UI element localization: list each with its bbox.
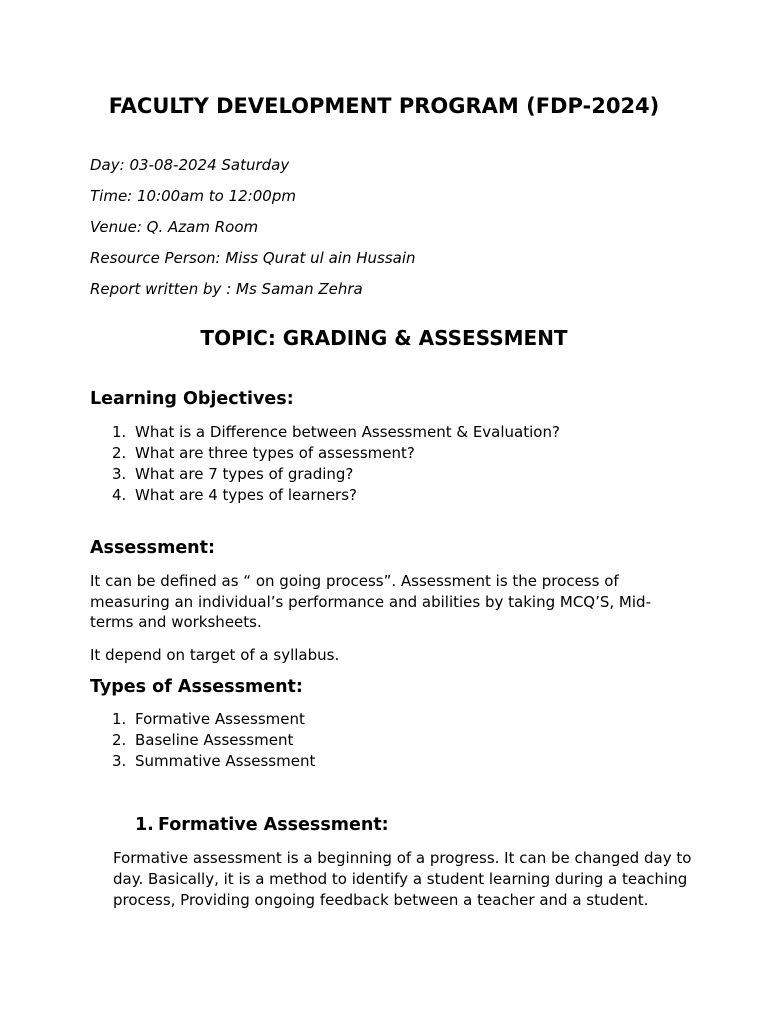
- list-number: 4.: [112, 486, 127, 504]
- list-text: What are three types of assessment?: [135, 444, 415, 462]
- assessment-paragraph-2: It depend on target of a syllabus.: [90, 646, 340, 664]
- meta-resource-person: Resource Person: Miss Qurat ul ain Hussain: [90, 249, 416, 267]
- list-text: Baseline Assessment: [135, 731, 294, 749]
- list-number: 2.: [112, 731, 127, 749]
- learning-objectives-list: [112, 422, 560, 506]
- list-item: [112, 464, 560, 485]
- formative-assessment-heading: [135, 813, 389, 837]
- list-item: [112, 485, 560, 506]
- list-item: [112, 730, 315, 751]
- section-title: Formative Assessment:: [158, 815, 389, 835]
- section-number: 1.: [135, 815, 154, 835]
- list-text: Summative Assessment: [135, 752, 316, 770]
- list-number: 1.: [112, 710, 127, 728]
- list-number: 3.: [112, 752, 127, 770]
- list-text: What are 4 types of learners?: [135, 486, 358, 504]
- list-item: [112, 443, 560, 464]
- meta-venue: Venue: Q. Azam Room: [90, 218, 259, 236]
- list-number: 1.: [112, 423, 127, 441]
- learning-objectives-heading: Learning Objectives:: [90, 389, 294, 409]
- list-text: What are 7 types of grading?: [135, 465, 354, 483]
- document-title: FACULTY DEVELOPMENT PROGRAM (FDP-2024): [108, 94, 660, 118]
- types-of-assessment-heading: Types of Assessment:: [90, 677, 303, 697]
- meta-time: Time: 10:00am to 12:00pm: [90, 187, 296, 205]
- topic-heading: TOPIC: GRADING & ASSESSMENT: [200, 326, 568, 350]
- list-item: [112, 751, 315, 772]
- list-text: Formative Assessment: [135, 710, 305, 728]
- list-number: 3.: [112, 465, 127, 483]
- formative-assessment-paragraph: Formative assessment is a beginning of a progress. It can be changed day to day. Basically, it is a method to identify a student learning during a teaching process, Providing ongoing feedback between a teacher and a student.: [113, 849, 692, 909]
- meta-report-by: Report written by : Ms Saman Zehra: [90, 280, 363, 298]
- assessment-heading: Assessment:: [90, 538, 216, 558]
- list-item: [112, 709, 315, 730]
- assessment-paragraph-1: It can be defined as “ on going process”. Assessment is the process of measuring an individual’s performance and abilities by taking MCQ’S, Mid-terms and worksheets.: [90, 572, 651, 631]
- types-of-assessment-list: [112, 709, 315, 772]
- meta-day: Day: 03-08-2024 Saturday: [90, 156, 290, 174]
- list-number: 2.: [112, 444, 127, 462]
- list-text: What is a Difference between Assessment & Evaluation?: [135, 423, 560, 441]
- list-item: [112, 422, 560, 443]
